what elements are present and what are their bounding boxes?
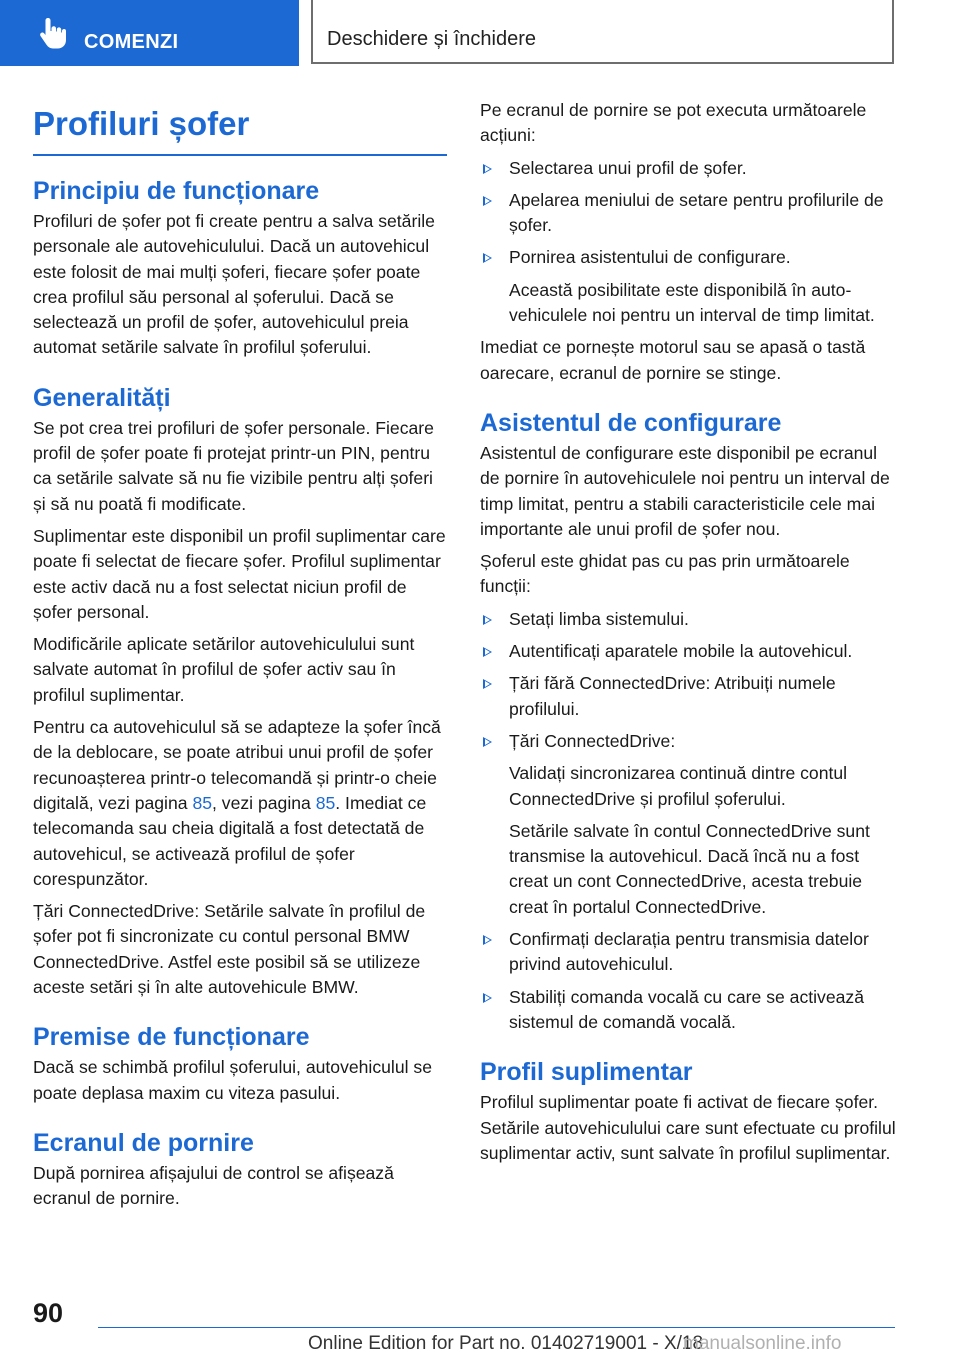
footer-edition: Online Edition for Part no. 01402719001 - X/18 — [308, 1333, 704, 1354]
chapter-label: COMENZI — [84, 31, 179, 53]
footer-divider — [98, 1327, 895, 1328]
heading-generalitati: Generalități — [33, 383, 171, 412]
list-item — [480, 156, 896, 181]
paragraph-general-1: Se pot crea trei profiluri de șofer personale. Fiecare profil de șofer poate fi protejat printr-un PIN, pentru ca setările salvate să nu fie vizibile pentru alți șoferi și să nu poată fi modificate. — [33, 417, 434, 514]
list-item — [480, 671, 896, 722]
list-item-text: Selectarea unui profil de șofer. — [509, 157, 747, 178]
page-title: Profiluri șofer — [33, 104, 447, 156]
paragraph-general-5: Țări ConnectedDrive: Setările salvate în profilul de șofer pot fi sincronizate cu contul personal BMW ConnectedDrive. Astfel este posibil să se utilizeze aceste setări și în alte autovehicule BMW. — [33, 901, 426, 998]
paragraph-general-4-text-b: , vezi pagina — [212, 792, 316, 813]
left-column — [33, 98, 447, 1219]
list-item-text: Autentificați aparatele mobile la autovehicul. — [509, 641, 853, 662]
list-item-note: Validați sincronizarea continuă dintre contul ConnectedDrive și profilul șoferului. — [509, 763, 848, 809]
paragraph-suplimentar: Profilul suplimentar poate fi activat de fiecare șofer. Setările autovehiculului care sunt efectuate cu profilul suplimentar activ, sunt salvate în profilul suplimentar. — [480, 1092, 896, 1163]
paragraph-asistent-1: Asistentul de configurare este disponibil pe ecranul de pornire în autovehiculele noi pentru un interval de timp limitat, pentru a stabili caracteristicile cele mai importante ale unui profil de șofer nou. — [480, 442, 890, 539]
list-item — [480, 639, 896, 664]
steps-list — [480, 607, 896, 1035]
hand-pointer-icon — [38, 16, 68, 50]
right-column — [480, 98, 896, 1173]
page-header — [0, 0, 960, 66]
footer-watermark: manualsonline.info — [683, 1333, 842, 1354]
paragraph-general-2: Suplimentar este disponibil un profil suplimentar care poate fi selectat de fiecare șofer. Profilul suplimentar este activ dacă nu a fost selectat niciun profil de șofer personal. — [33, 525, 446, 622]
heading-principiu: Principiu de funcționare — [33, 177, 320, 205]
triangle-bullet-icon — [483, 253, 492, 263]
list-item-text: Setați limba sistemului. — [509, 608, 689, 629]
triangle-bullet-icon — [483, 615, 492, 625]
list-item — [480, 927, 896, 978]
page-link-85-b[interactable]: 85 — [315, 792, 336, 813]
paragraph-premise: Dacă se schimbă profilul șoferului, autovehiculul se poate deplasa maxim cu viteza pasului. — [33, 1057, 432, 1103]
triangle-bullet-icon — [483, 993, 492, 1003]
list-item-note: Setările salvate în contul ConnectedDrive sunt transmise la autovehicul. Dacă încă nu a fost creat un cont ConnectedDrive, acesta trebuie creat în portalul ConnectedDrive. — [509, 820, 870, 917]
heading-suplimentar: Profil suplimentar — [480, 1058, 693, 1087]
paragraph-asistent-2: Șoferul este ghidat pas cu pas prin următoarele funcții: — [480, 551, 850, 597]
list-item-note: Această posibilitate este disponibilă în autovehiculele noi pentru un interval de timp limitat. — [509, 279, 875, 326]
actions-list — [480, 156, 896, 329]
list-item — [480, 985, 896, 1036]
list-item-text: Apelarea meniului de setare pentru profilurile de șofer. — [509, 189, 884, 236]
paragraph-general-4-text-c: . Imediat ce telecomanda sau cheia digitală a fost detectată de autovehicul, se activează profilul de șofer corespunzător. — [33, 792, 427, 889]
list-item-text: Pornirea asistentului de configurare. — [509, 247, 791, 268]
chapter-tab[interactable] — [0, 0, 299, 66]
triangle-bullet-icon — [483, 196, 492, 206]
paragraph-principiu: Profiluri de șofer pot fi create pentru a salva setările personale ale autovehiculului. Dacă un autovehicul este folosit de mai mulți șoferi, fiecare șofer poate crea profilul său personal al șoferului. Dacă se selectează un profil de șofer, autovehiculul preia automat setările salvate în profilul șoferului. — [33, 211, 435, 358]
heading-premise: Premise de funcționare — [33, 1023, 310, 1052]
heading-asistent: Asistentul de configurare — [480, 408, 782, 437]
list-item-text: Țări fără ConnectedDrive: Atribuiți numele profilului. — [509, 673, 836, 719]
section-tab[interactable] — [311, 0, 894, 64]
paragraph-general-4-text-a: Pentru ca autovehiculul să se adapteze la șofer încă de la deblocare, se poate atribui unui profil de șofer recunoașterea printr-o telecomandă și printr-o cheie digitală, vezi pagina — [33, 717, 441, 813]
paragraph-intro: Pe ecranul de pornire se pot executa următoarele acțiuni: — [480, 100, 867, 146]
heading-ecran: Ecranul de pornire — [33, 1128, 254, 1157]
triangle-bullet-icon — [483, 737, 492, 747]
list-item-text: Stabiliți comanda vocală cu care se activează sistemul de comandă vocală. — [509, 986, 864, 1032]
list-item-text: Țări ConnectedDrive: — [509, 730, 676, 751]
list-item — [480, 245, 896, 328]
page-link-85-a[interactable]: 85 — [192, 792, 213, 813]
section-label: Deschidere și închidere — [327, 28, 536, 50]
triangle-bullet-icon — [483, 935, 492, 945]
paragraph-general-4 — [33, 715, 447, 892]
triangle-bullet-icon — [483, 679, 492, 689]
paragraph-general-3: Modificările aplicate setărilor autovehiculului sunt salvate automat în profilul de șofer activ sau în profilul suplimentar. — [33, 634, 415, 705]
page-number: 90 — [33, 1298, 64, 1328]
paragraph-stinge: Imediat ce pornește motorul sau se apasă o tastă oarecare, ecranul de pornire se stinge. — [480, 337, 866, 383]
list-item — [480, 729, 896, 920]
list-item — [480, 607, 896, 632]
list-item — [480, 188, 896, 239]
triangle-bullet-icon — [483, 164, 492, 174]
list-item-text: Confirmați declarația pentru transmisia datelor privind autovehiculul. — [509, 929, 869, 975]
triangle-bullet-icon — [483, 647, 492, 657]
paragraph-ecran: După pornirea afișajului de control se afișează ecranul de pornire. — [33, 1162, 394, 1209]
